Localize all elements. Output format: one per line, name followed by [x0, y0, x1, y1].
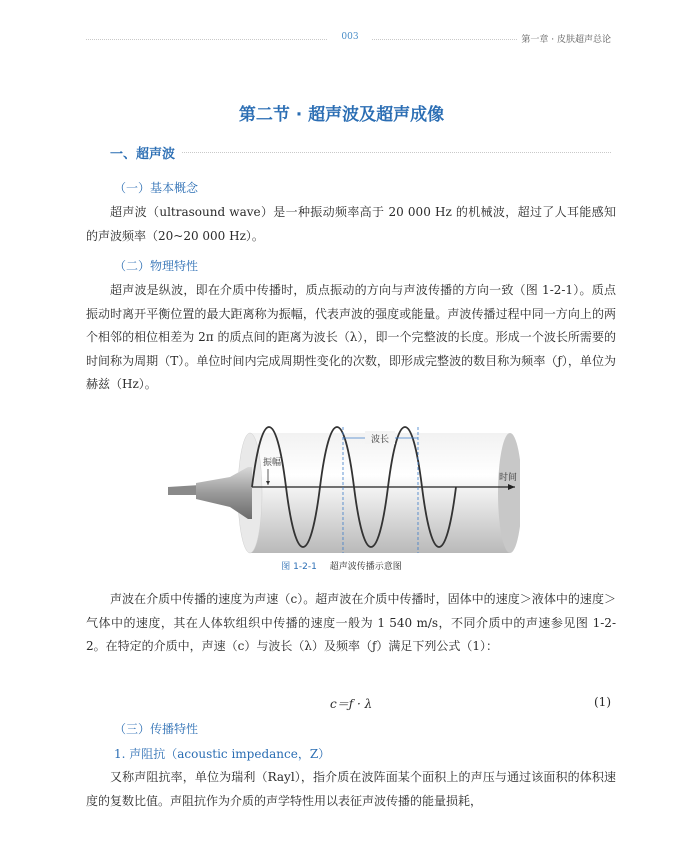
ultrasound-wave-figure — [160, 425, 520, 555]
heading-physical-properties: （二）物理特性 — [114, 259, 199, 273]
paragraph-sound-speed: 声波在介质中传播的速度为声速（c）。超声波在介质中传播时，固体中的速度＞液体中的速度＞气体中的速度，其在人体软组织中传播的速度一般为 1 540 m/s，不同介质中的声速参见图 1-2-2。在特定的介质中，声速（c）与波长（λ）及频率（ƒ）满足下列公式（1）： — [86, 592, 616, 653]
ultrasound-probe — [196, 467, 252, 519]
label-time: 时间 — [498, 473, 518, 483]
probe-cable — [168, 485, 200, 495]
h1-rule — [110, 152, 611, 153]
label-amplitude: 振幅 — [262, 458, 282, 468]
label-wavelength: 波长 — [370, 435, 390, 445]
figure-caption — [0, 559, 683, 572]
heading-propagation: （三）传播特性 — [114, 722, 199, 736]
running-head: 第一章 · 皮肤超声总论 — [517, 32, 611, 45]
paragraph-basic-concept: 超声波（ultrasound wave）是一种振动频率高于 20 000 Hz 的机械波，超过了人耳能感知的声波频率（20~20 000 Hz）。 — [86, 205, 616, 243]
figure-caption-number: 图 1-2-1 — [281, 562, 317, 572]
heading-ultrasound: 一、超声波 — [110, 143, 181, 162]
formula: c＝ƒ · λ — [330, 697, 373, 711]
formula-number: (1) — [594, 695, 611, 709]
tissue-cylinder — [250, 433, 510, 553]
page-number: 003 — [328, 32, 372, 42]
paragraph-acoustic-impedance: 又称声阻抗率，单位为瑞利（Rayl），指介质在波阵面某个面积上的声压与通过该面积的体积速度的复数比值。声阻抗作为介质的声学特性用以表征声波传播的能量损耗， — [86, 770, 616, 808]
heading-basic-concept: （一）基本概念 — [114, 181, 199, 195]
paragraph-physical-properties: 超声波是纵波，即在介质中传播时，质点振动的方向与声波传播的方向一致（图 1-2-1）。质点振动时离开平衡位置的最大距离称为振幅，代表声波的强度或能量。声波传播过程中同一方向上的两个相邻的相位相差为 2π 的质点间的距离为波长（λ），即一个完整波的长度。形成一个波长所需要的时间称为周期（T）。单位时间内完成周期性变化的次数，即形成完整波的数目称为频率（ƒ），单位为赫兹（Hz）。 — [86, 283, 616, 391]
section-title: 第二节 · 超声波及超声成像 — [238, 105, 445, 125]
figure-caption-text: 超声波传播示意图 — [329, 562, 402, 572]
subheading-acoustic-impedance: 1. 声阻抗（acoustic impedance，Z） — [114, 747, 331, 761]
